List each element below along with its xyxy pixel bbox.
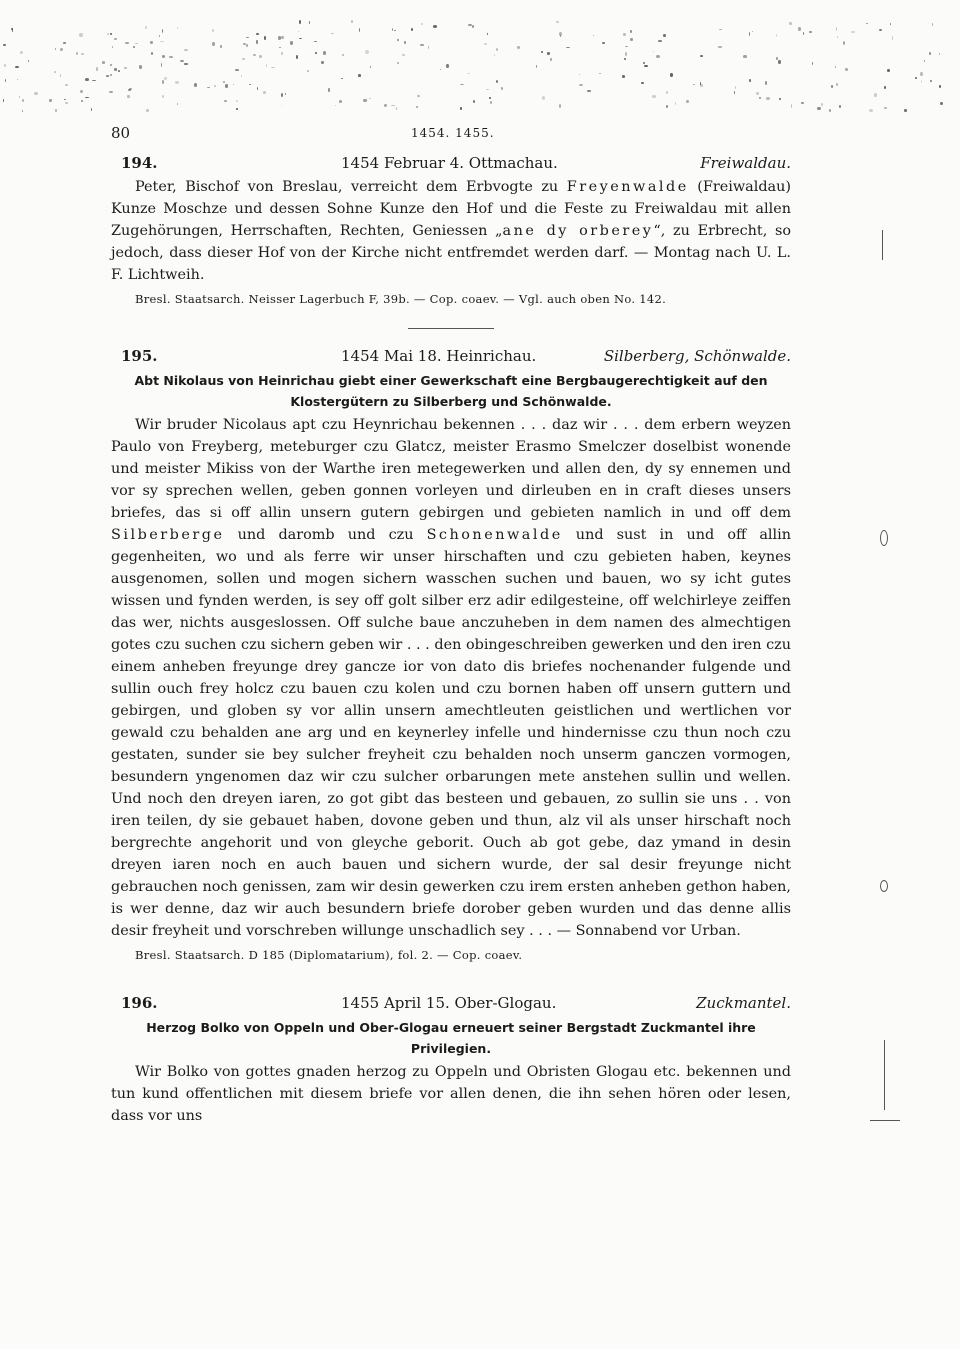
text-part-spaced: Freyenwalde: [566, 179, 689, 195]
document-heading: [111, 347, 791, 369]
document-date: 1454 Mai 18. Heinrichau.: [341, 347, 537, 365]
source-note: Bresl. Staatsarch. D 185 (Diplomatarium), fol. 2. — Cop. coaev.: [135, 948, 523, 962]
text-part: Wir bruder Nicolaus apt czu Heynrichau bekennen . . . daz wir . . . dem erbern weyzen Paulo von Freyberg, meteburger czu Glatcz, meister Erasmo Smelczer doselbist wonende und meister Mikiss von der Warthe iren metegewerken und allen den, dy sy ennemen und vor sy sprechen wellen, geben gonnen vorleyen und dirleuben en in craft dieses unsers briefes, das si off allin unsern gutern gebirgen und gebieten namlich in und off dem: [111, 417, 791, 521]
document-196: [111, 994, 791, 1127]
scan-noise: [0, 0, 960, 120]
document-summary: Herzog Bolko von Oppeln und Ober-Glogau erneuert seiner Bergstadt Zuckmantel ihre Privilegien.: [146, 1020, 756, 1056]
running-header: [111, 124, 791, 152]
text-part: und daromb und czu: [224, 527, 427, 543]
document-text: [111, 414, 791, 942]
divider: [408, 328, 494, 329]
document-194: [111, 154, 791, 308]
page: [111, 124, 791, 1127]
page-number: 80: [111, 124, 131, 142]
document-date: 1454 Februar 4. Ottmachau.: [341, 154, 558, 172]
document-place: Silberberg, Schönwalde.: [603, 347, 791, 365]
document-summary: Abt Nikolaus von Heinrichau giebt einer Gewerkschaft eine Bergbaugerechtigkeit auf den Klostergütern zu Silberberg und Schönwalde.: [134, 373, 768, 409]
document-place: Zuckmantel.: [696, 994, 791, 1012]
running-head-years: 1454. 1455.: [411, 126, 495, 140]
document-195: [111, 347, 791, 964]
document-heading: [111, 994, 791, 1016]
document-number: 196.: [121, 994, 158, 1012]
text-part: Wir Bolko von gottes gnaden herzog zu Oppeln und Obristen Glogau etc. bekennen und tun kund offentlichen mit diesem briefe vor allen denen, die ihn sehen hören oder lesen, dass vor uns: [111, 1064, 791, 1124]
document-number: 195.: [121, 347, 158, 365]
document-text: [111, 176, 791, 286]
document-text: [111, 1061, 791, 1127]
source-note: Bresl. Staatsarch. Neisser Lagerbuch F, 39b. — Cop. coaev. — Vgl. auch oben No. 142.: [135, 292, 667, 306]
margin-marks: [870, 0, 900, 1349]
text-part-spaced: ane dy orberey: [502, 223, 654, 239]
text-part-spaced: Silberberge: [111, 527, 225, 543]
text-part: Peter, Bischof von Breslau, verreicht dem Erbvogte zu: [135, 179, 567, 195]
document-date: 1455 April 15. Ober-Glogau.: [341, 994, 557, 1012]
text-part: “, zu Erbrecht, so jedoch, dass dieser Hof von der Kirche nicht entfremdet werden darf. — Montag nach U. L. F. Lichtweih.: [111, 223, 792, 283]
text-part: und sust in und off allin gegenheiten, wo und als ferre wir unser hirschaften und czu gebieten haben, keynes ausgenomen, sollen und mogen sichern wasschen suchen und bauen, wo sy icht gutes wissen und fynden werden, is sey off golt silber erz adir edilgesteine, off welchirleye zeiffen das wer, nichts ausgeslossen. Off sulche baue anczuheben in dem namen des almechtigen gotes czu suchen czu sichern geben wir . . . den obingeschreiben gewerken und den iren czu einem anheben freyunge drey gancze ior von dato dis briefes nochenander fulgende und sullin ouch frey holcz czu bauen czu kolen und czu bornen haben off unsern guttern und gebirgen, und globen sy vor allin unsern amechtleuten geistlichen und wertlichen vor gewald czu behalden ane arg und en keynerley infelle und hindernisse czu thun noch czu gestaten, sunder sie bey sulcher freyheit czu behalden noch unserm ganczen vormogen, besundern yngenomen daz wir czu sulcher orbarungen mete anstehen sullin und wellen. Und noch den dreyen iaren, zo got gibt das besteen und gebauen, zo sullin sie uns . . von iren teilen, dy sie gebauet haben, dovone geben und thun, alz vil als unser hirschaft noch bergrechte angehorit und von gleyche geborit. Ouch ab got gebe, daz ymand in desin dreyen iaren noch en auch bauen und sichern wurde, der sal desir freyunge nicht gebrauchen noch genissen, zam wir desin gewerken czu irem ersten anheben gethon haben, is wer denne, daz wir auch besundern briefe dorober geben wurden und das denne allis desir freyheit und vorschreben willunge unschadlich sey . . . — Sonnabend vor Urban.: [111, 527, 791, 939]
document-number: 194.: [121, 154, 158, 172]
text-part-spaced: Schonenwalde: [426, 527, 563, 543]
document-place: Freiwaldau.: [700, 154, 791, 172]
text-part: (Freiwaldau) Kunze Moschze und dessen Sohne Kunze den Hof und die Feste zu Freiwaldau mit allen Zugehörungen, Herrschaften, Rechten, Geniessen „: [111, 179, 791, 239]
document-heading: [111, 154, 791, 176]
